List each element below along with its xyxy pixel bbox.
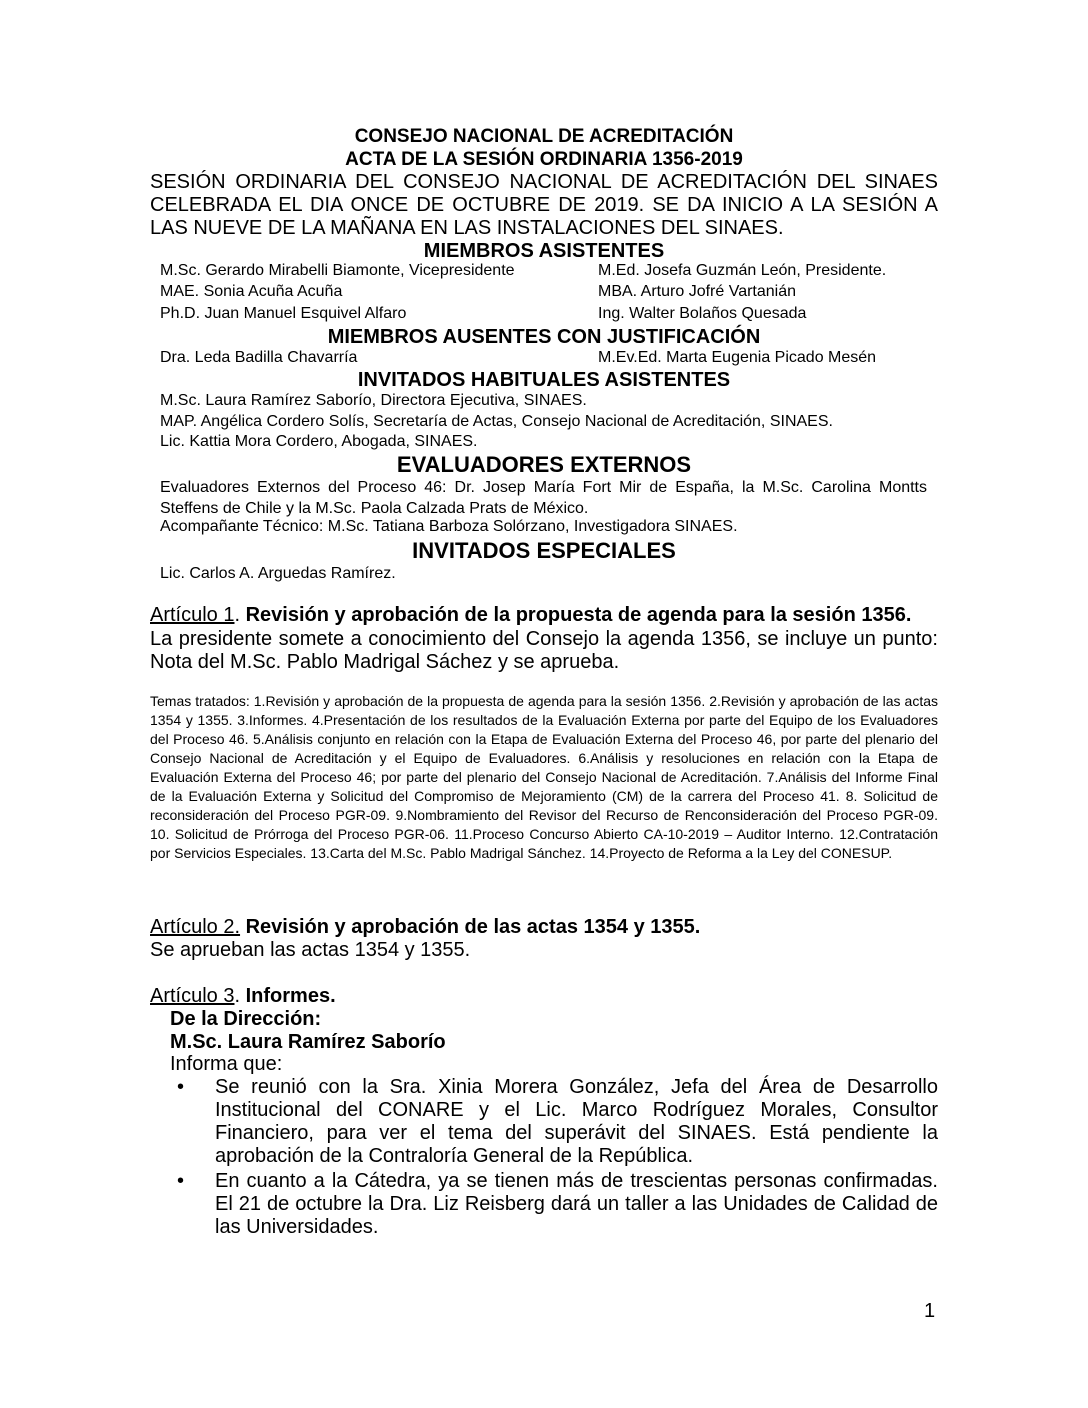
- acompanante-tecnico: Acompañante Técnico: M.Sc. Tatiana Barboza Solórzano, Investigadora SINAES.: [160, 518, 738, 535]
- temas-tratados: Temas tratados: 1.Revisión y aprobación de la propuesta de agenda para la sesión 1356. 2.Revisión y aprobación de las actas 1354 y 1355. 3.Informes. 4.Presentación de los resultados de la Evaluación Externa por parte del Equipo de los Evaluadores del Proceso 46. 5.Análisis conjunto en relación con la Etapa de Evaluación Externa del Proceso 46, por parte del plenario del Consejo Nacional de Acreditación y el Equipo de Evaluadores. 6.Análisis y resoluciones en relación con la Etapa de Evaluación Externa del Proceso 46; por parte del plenario del Consejo Nacional de Acreditación. 7.Análisis del Informe Final de la Evaluación Externa y Solicitud del Compromiso de Mejoramiento (CM) de la carrera del Proceso 41. 8. Solicitud de reconsideración del Proceso PGR-09. 9.Nombramiento del Revisor del Recurso de Renconsideración del Proceso PGR-09. 10. Solicitud de Prórroga del Proceso PGR-06. 11.Proceso Concurso Abierto CA-10-2019 – Auditor Interno. 12.Contratación por Servicios Especiales. 13.Carta del M.Sc. Pablo Madrigal Sánchez. 14.Proyecto de Reforma a la Ley del CONESUP.: [150, 693, 938, 861]
- evaluadores-heading: EVALUADORES EXTERNOS: [396, 452, 692, 477]
- bullet-text: En cuanto a la Cátedra, ya se tienen más de trescientas personas confirmadas. El 21 de octubre la Dra. Liz Reisberg dará un taller a las Unidades de Calidad de las Universidades.: [215, 1170, 938, 1238]
- articulo-1-title: Revisión y aprobación de la propuesta de agenda para la sesión 1356.: [245, 604, 912, 626]
- articulo-1-label: Artículo 1: [150, 604, 235, 626]
- articulo-2-title: Revisión y aprobación de las actas 1354 y 1355.: [245, 916, 701, 938]
- habitual-guest-2: MAP. Angélica Cordero Solís, Secretaría de Actas, Consejo Nacional de Acreditación, SINAES.: [160, 413, 833, 430]
- member-right-2: MBA. Arturo Jofré Vartanián: [598, 283, 797, 300]
- list-item: [150, 1076, 938, 1168]
- absent-member-right: M.Ev.Ed. Marta Eugenia Picado Mesén: [598, 349, 877, 366]
- direccion-subheading: De la Dirección:: [170, 1008, 322, 1030]
- articulo-2-text: Se aprueban las actas 1354 y 1355.: [150, 939, 471, 961]
- session-intro: SESIÓN ORDINARIA DEL CONSEJO NACIONAL DE ACREDITACIÓN DEL SINAES CELEBRADA EL DIA ONCE DE OCTUBRE DE 2019. SE DA INICIO A LA SESIÓN A LAS NUEVE DE LA MAÑANA EN LAS INSTALACIONES DEL SINAES.: [150, 171, 938, 239]
- miembros-ausentes-heading: MIEMBROS AUSENTES CON JUSTIFICACIÓN: [327, 326, 761, 348]
- member-left-3: Ph.D. Juan Manuel Esquivel Alfaro: [160, 305, 407, 322]
- session-title: ACTA DE LA SESIÓN ORDINARIA 1356-2019: [345, 149, 743, 170]
- articulo-2-heading: [150, 916, 700, 939]
- bullet-icon: •: [177, 1076, 185, 1098]
- evaluadores-text: Evaluadores Externos del Proceso 46: Dr. Josep María Fort Mir de España, la M.Sc. Carolina Montts Steffens de Chile y la M.Sc. Paola Calzada Prats de México.: [160, 479, 927, 517]
- articulo-3-sep: .: [234, 985, 246, 1007]
- invitados-especiales-heading: INVITADOS ESPECIALES: [412, 538, 676, 563]
- member-left-1: M.Sc. Gerardo Mirabelli Biamonte, Vicepresidente: [160, 262, 515, 279]
- articulo-3-heading: [150, 985, 336, 1008]
- informa-que: Informa que:: [170, 1053, 283, 1075]
- special-guest: Lic. Carlos A. Arguedas Ramírez.: [160, 565, 396, 582]
- informe-bullet-list: [150, 1076, 938, 1241]
- habitual-guest-3: Lic. Kattia Mora Cordero, Abogada, SINAES.: [160, 433, 478, 450]
- miembros-asistentes-heading: MIEMBROS ASISTENTES: [423, 240, 665, 262]
- articulo-1-sep: .: [234, 604, 246, 626]
- member-left-2: MAE. Sonia Acuña Acuña: [160, 283, 343, 300]
- bullet-text: Se reunió con la Sra. Xinia Morera González, Jefa del Área de Desarrollo Institucional del CONARE y el Lic. Marco Rodríguez Morales, Consultor Financiero, para ver el tema del superávit del SINAES. Está pendiente la aprobación de la Contraloría General de la República.: [215, 1076, 938, 1167]
- articulo-3-title: Informes.: [245, 985, 336, 1007]
- list-item: [150, 1170, 938, 1239]
- document-title: CONSEJO NACIONAL DE ACREDITACIÓN: [354, 126, 734, 147]
- articulo-2-label: Artículo 2.: [150, 916, 241, 938]
- articulo-1-heading: [150, 604, 911, 627]
- member-right-3: Ing. Walter Bolaños Quesada: [598, 305, 807, 322]
- articulo-3-label: Artículo 3: [150, 985, 235, 1007]
- member-right-1: M.Ed. Josefa Guzmán León, Presidente.: [598, 262, 887, 279]
- page-number: 1: [924, 1300, 936, 1322]
- director-name: M.Sc. Laura Ramírez Saborío: [170, 1031, 446, 1053]
- articulo-1-text: La presidente somete a conocimiento del Consejo la agenda 1356, se incluye un punto: Nota del M.Sc. Pablo Madrigal Sáchez y se aprueba.: [150, 628, 938, 673]
- bullet-icon: •: [177, 1170, 185, 1192]
- habitual-guest-1: M.Sc. Laura Ramírez Saborío, Directora Ejecutiva, SINAES.: [160, 392, 587, 409]
- absent-member-left: Dra. Leda Badilla Chavarría: [160, 349, 358, 366]
- invitados-habituales-heading: INVITADOS HABITUALES ASISTENTES: [357, 369, 731, 391]
